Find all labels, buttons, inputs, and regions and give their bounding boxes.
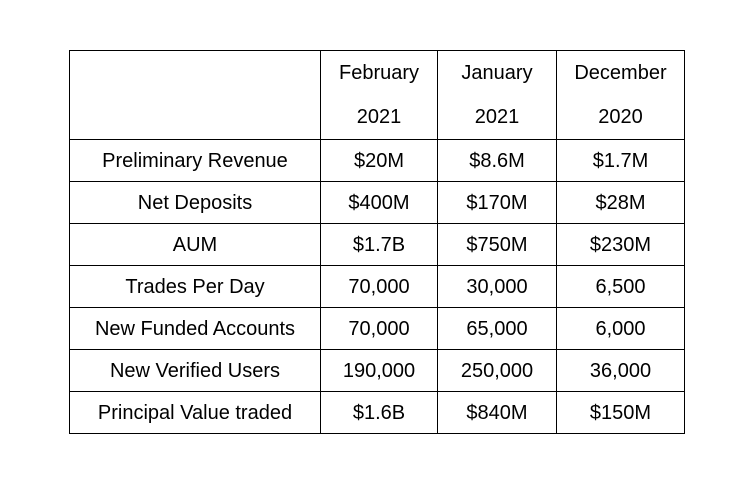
- column-header-month: December: [574, 62, 667, 84]
- table-cell: $1.7B: [321, 224, 438, 266]
- row-label: AUM: [70, 224, 321, 266]
- row-label: Principal Value traded: [70, 392, 321, 434]
- column-header-year: 2021: [474, 106, 520, 128]
- table-row: [70, 140, 685, 182]
- table-cell: $1.7M: [557, 140, 685, 182]
- column-header-year: 2021: [356, 106, 402, 128]
- table-cell: $230M: [557, 224, 685, 266]
- header-row: [70, 51, 685, 140]
- row-label: Trades Per Day: [70, 266, 321, 308]
- table-cell: 190,000: [321, 350, 438, 392]
- table-cell: $400M: [321, 182, 438, 224]
- table-row: [70, 350, 685, 392]
- table-row: [70, 308, 685, 350]
- table-row: [70, 224, 685, 266]
- metrics-table: [69, 50, 685, 434]
- table-row: [70, 266, 685, 308]
- table-row: [70, 392, 685, 434]
- corner-cell: [70, 51, 321, 140]
- row-label: New Funded Accounts: [70, 308, 321, 350]
- table-cell: $20M: [321, 140, 438, 182]
- table-cell: $28M: [557, 182, 685, 224]
- table-cell: 6,500: [557, 266, 685, 308]
- column-header-feb-2021: [321, 51, 438, 140]
- table-row: [70, 182, 685, 224]
- table-cell: 70,000: [321, 266, 438, 308]
- table-cell: $840M: [438, 392, 557, 434]
- column-header-jan-2021: [438, 51, 557, 140]
- table-cell: 65,000: [438, 308, 557, 350]
- table-cell: $750M: [438, 224, 557, 266]
- row-label: Preliminary Revenue: [70, 140, 321, 182]
- column-header-month: January: [461, 62, 533, 84]
- column-header-dec-2020: [557, 51, 685, 140]
- table-cell: 30,000: [438, 266, 557, 308]
- table-cell: 70,000: [321, 308, 438, 350]
- row-label: Net Deposits: [70, 182, 321, 224]
- table-cell: $1.6B: [321, 392, 438, 434]
- table-cell: $170M: [438, 182, 557, 224]
- column-header-month: February: [338, 62, 420, 84]
- table-cell: $150M: [557, 392, 685, 434]
- table-cell: 6,000: [557, 308, 685, 350]
- row-label: New Verified Users: [70, 350, 321, 392]
- table-cell: $8.6M: [438, 140, 557, 182]
- table-cell: 250,000: [438, 350, 557, 392]
- table-cell: 36,000: [557, 350, 685, 392]
- column-header-year: 2020: [598, 106, 643, 128]
